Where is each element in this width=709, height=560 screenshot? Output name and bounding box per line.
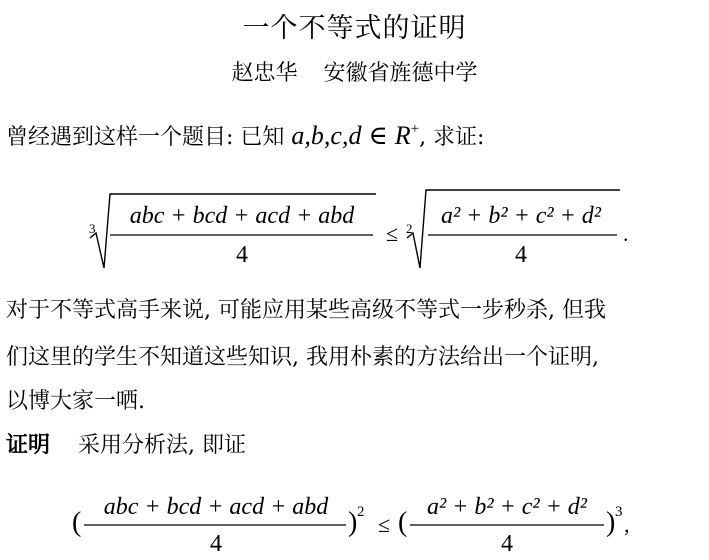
power-right: 3	[615, 504, 623, 520]
proof-text: 采用分析法, 即证	[78, 433, 246, 458]
paragraph-line-1: 对于不等式高手来说, 可能应用某些高级不等式一步秒杀, 但我	[6, 298, 606, 323]
author-affiliation: 安徽省旌德中学	[323, 61, 478, 86]
intro-set: R+	[394, 121, 420, 150]
denominator-left: 4	[236, 242, 248, 268]
intro-element-of: ∈	[368, 121, 388, 150]
numerator-right: a² + b² + c² + d²	[440, 203, 602, 229]
power-left: 2	[357, 504, 365, 520]
paren-close-left: )	[348, 507, 358, 538]
root-index-right: 2	[406, 221, 413, 236]
denominator-right-2: 4	[501, 531, 513, 557]
page-title: 一个不等式的证明	[242, 13, 467, 44]
proof-label: 证明	[6, 433, 51, 458]
end-mark-2: ,	[624, 512, 630, 537]
end-mark-1: .	[623, 221, 629, 246]
relation-2: ≤	[377, 512, 391, 537]
paragraph-line-2: 们这里的学生不知道这些知识, 我用朴素的方法给出一个证明,	[6, 345, 599, 370]
denominator-left-2: 4	[210, 531, 222, 557]
paren-open-right: (	[398, 507, 408, 538]
numerator-right-2: a² + b² + c² + d²	[426, 494, 588, 520]
paren-close-right: )	[606, 507, 616, 538]
paren-open-left: (	[72, 507, 82, 538]
intro-after: , 求证:	[419, 125, 485, 150]
intro-variables: a,b,c,d	[291, 121, 362, 150]
numerator-left: abc + bcd + acd + abd	[129, 203, 355, 229]
paragraph-line-3: 以博大家一哂.	[6, 389, 145, 414]
relation-1: ≤	[385, 221, 399, 246]
author-name: 赵忠华	[231, 61, 298, 86]
intro-text: 曾经遇到这样一个题目: 已知	[6, 125, 285, 150]
root-index-left: 3	[89, 221, 96, 236]
denominator-right: 4	[515, 242, 527, 268]
numerator-left-2: abc + bcd + acd + abd	[103, 494, 329, 520]
